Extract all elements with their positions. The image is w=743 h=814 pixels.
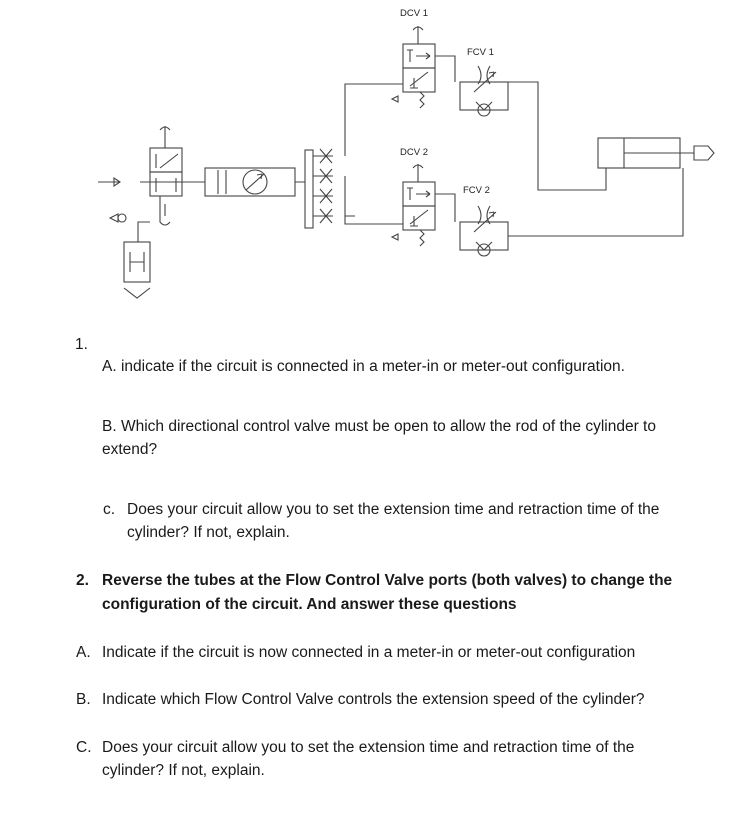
dcv1-label: DCV 1 <box>400 8 428 19</box>
fcv1-symbol <box>460 66 508 116</box>
question-1a-text: A. indicate if the circuit is connected in a meter-in or meter-out configuration. <box>102 358 625 375</box>
supply-unit-symbol <box>124 242 150 298</box>
question-1-number: 1. <box>75 336 88 353</box>
question-2a-text: Indicate if the circuit is now connected in a meter-in or meter-out configuration <box>102 644 636 661</box>
service-unit-symbol <box>205 168 295 196</box>
question-2c-line2: cylinder? If not, explain. <box>102 762 265 779</box>
fcv2-label: FCV 2 <box>463 185 490 196</box>
question-1b-line1: B. Which directional control valve must be open to allow the rod of the cylinder to <box>102 418 656 435</box>
input-valve-symbol <box>98 126 182 225</box>
dcv1-valve-symbol <box>392 26 435 108</box>
question-1b-line2: extend? <box>102 441 158 458</box>
question-1c-line1: Does your circuit allow you to set the extension time and retraction time of the <box>127 501 660 518</box>
question-1c-line2: cylinder? If not, explain. <box>127 524 290 541</box>
fcv2-symbol <box>460 206 508 256</box>
question-2-number: 2. <box>76 572 89 589</box>
manifold-symbol <box>305 149 333 228</box>
dcv2-valve-symbol <box>392 164 435 246</box>
pneumatic-circuit-diagram <box>0 0 743 310</box>
question-2b-text: Indicate which Flow Control Valve controls the extension speed of the cylinder? <box>102 691 645 708</box>
question-1c-marker: c. <box>103 501 116 518</box>
dcv2-label: DCV 2 <box>400 147 428 158</box>
fcv1-label: FCV 1 <box>467 47 494 58</box>
question-2a-marker: A. <box>76 644 91 661</box>
question-2c-marker: C. <box>76 739 92 756</box>
question-2-line2: configuration of the circuit. And answer these questions <box>102 596 517 613</box>
question-2c-line1: Does your circuit allow you to set the extension time and retraction time of the <box>102 739 635 756</box>
question-2-line1: Reverse the tubes at the Flow Control Valve ports (both valves) to change the <box>102 572 673 589</box>
question-2b-marker: B. <box>76 691 91 708</box>
cylinder-symbol <box>598 138 714 168</box>
